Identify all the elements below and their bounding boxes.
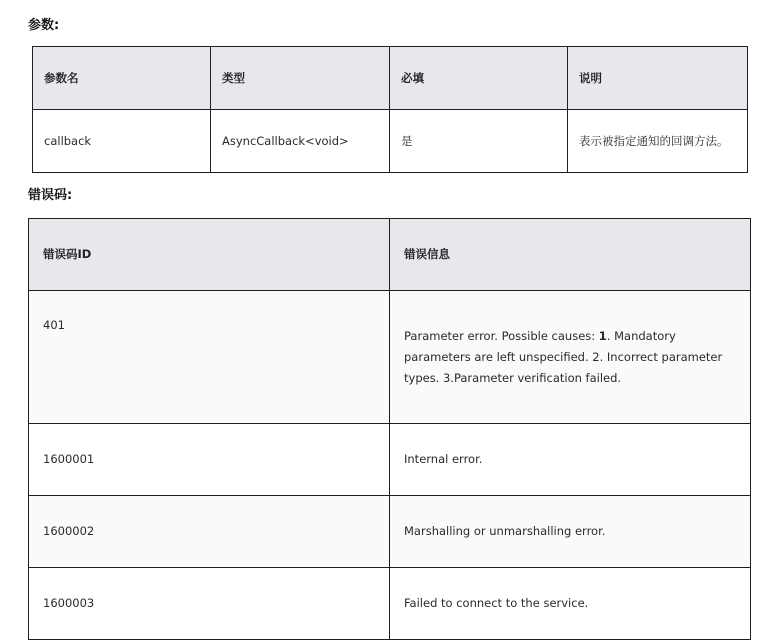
param-description-cell: 表示被指定通知的回调方法。 <box>568 110 748 173</box>
error-message-cell: Internal error. <box>390 424 751 496</box>
params-header-required: 必填 <box>390 47 568 110</box>
error-message-number: 1 <box>598 328 607 343</box>
error-message-suffix: . Mandatory parameters are left unspecified. 2. Incorrect parameter types. 3.Parameter verification failed. <box>404 328 723 385</box>
error-message-text <box>404 326 736 389</box>
param-type-cell: AsyncCallback<void> <box>211 110 390 173</box>
error-row <box>29 496 751 568</box>
error-message-cell <box>390 291 751 424</box>
errors-header-code: 错误码ID <box>29 219 390 291</box>
error-row <box>29 568 751 640</box>
error-message-cell: Failed to connect to the service. <box>390 568 751 640</box>
params-header-row <box>33 47 748 110</box>
error-row <box>29 291 751 424</box>
error-code-cell: 1600003 <box>29 568 390 640</box>
params-section-title: 参数: <box>28 18 60 33</box>
error-message-cell: Marshalling or unmarshalling error. <box>390 496 751 568</box>
errors-header-row <box>29 219 751 291</box>
params-table <box>32 46 748 173</box>
error-code-cell: 1600001 <box>29 424 390 496</box>
error-codes-table <box>28 218 751 640</box>
params-header-description: 说明 <box>568 47 748 110</box>
param-name-cell: callback <box>33 110 211 173</box>
params-row <box>33 110 748 173</box>
error-row <box>29 424 751 496</box>
params-header-type: 类型 <box>211 47 390 110</box>
errors-section-title: 错误码: <box>28 188 73 203</box>
param-required-cell: 是 <box>390 110 568 173</box>
errors-header-message: 错误信息 <box>390 219 751 291</box>
error-message-prefix: Parameter error. Possible causes: <box>404 328 599 343</box>
error-code-cell: 1600002 <box>29 496 390 568</box>
error-code-cell: 401 <box>29 291 390 424</box>
params-header-name: 参数名 <box>33 47 211 110</box>
